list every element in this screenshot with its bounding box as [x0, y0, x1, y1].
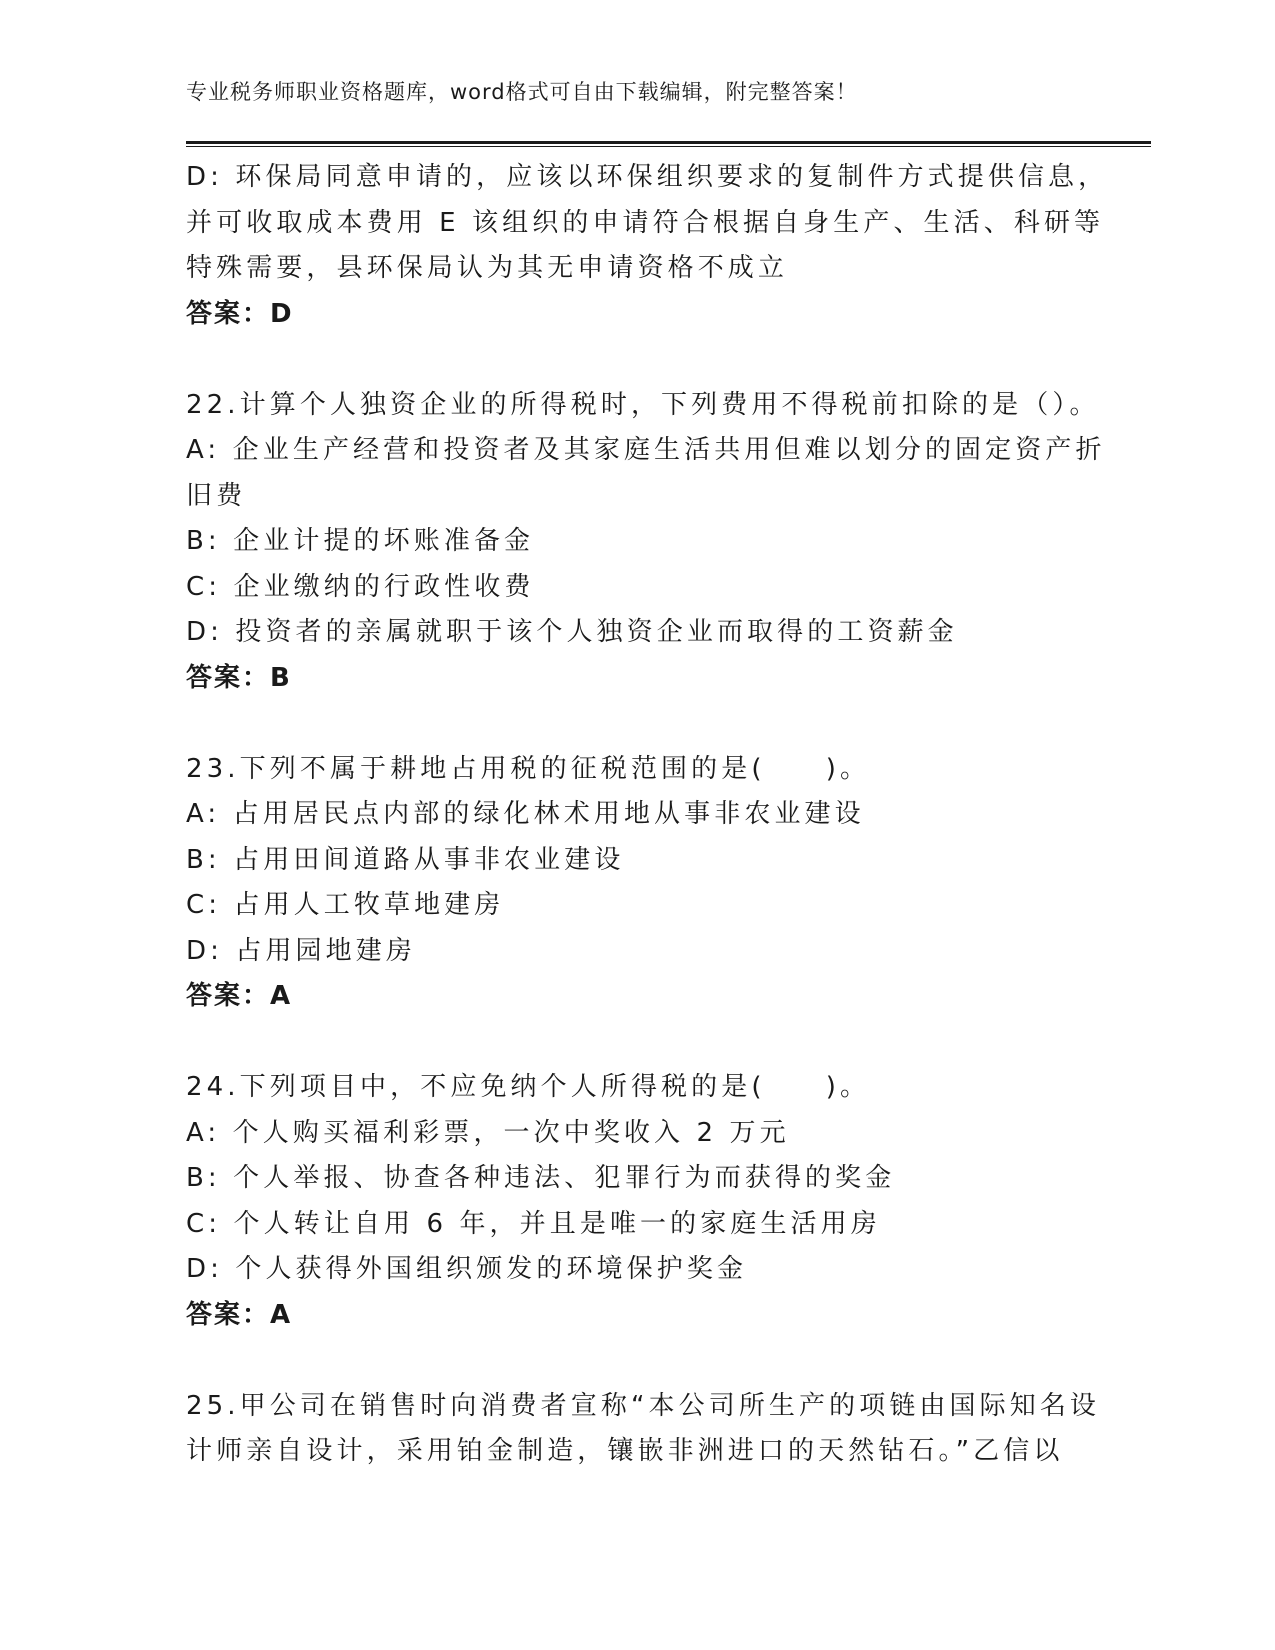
spacer [186, 1338, 1086, 1384]
question-24 [186, 1065, 1086, 1338]
option-c: C: 个人转让自用 6 年，并且是唯一的家庭生活用房 [186, 1208, 881, 1239]
option-c: C: 占用人工牧草地建房 [186, 890, 505, 920]
option-d: D: 占用园地建房 [186, 935, 416, 966]
question-stem: 23.下列不属于耕地占用税的征税范围的是( )。 [186, 753, 871, 784]
spacer [186, 1020, 1086, 1066]
question-23 [186, 747, 1086, 1020]
spacer [186, 337, 1086, 383]
question-stem: 25.甲公司在销售时向消费者宣称“本公司所生产的项链由国际知名设 [186, 1390, 1101, 1421]
option-b: B: 占用田间道路从事非农业建设 [186, 844, 625, 875]
option-b: B: 企业计提的坏账准备金 [186, 526, 535, 556]
question-22 [186, 383, 1106, 702]
answer-line: 答案：A [186, 981, 293, 1011]
question-stem: 24.下列项目中，不应免纳个人所得税的是( )。 [186, 1072, 871, 1102]
option-line: 并可收取成本费用 E 该组织的申请符合根据自身生产、生活、科研等 [186, 207, 1105, 238]
spacer [186, 701, 1086, 747]
option-a: A: 占用居民点内部的绿化林术用地从事非农业建设 [186, 799, 865, 829]
page-header: 专业税务师职业资格题库，word格式可自由下载编辑，附完整答案！ [186, 80, 858, 104]
option-a-continued: 旧费 [186, 480, 247, 511]
option-b: B: 个人举报、协查各种违法、犯罪行为而获得的奖金 [186, 1163, 896, 1193]
question-stem-continued: 计师亲自设计，采用铂金制造，镶嵌非洲进口的天然钻石。”乙信以 [186, 1436, 1064, 1466]
option-line: 特殊需要，县环保局认为其无申请资格不成立 [186, 253, 789, 283]
question-content [186, 155, 1109, 1475]
question-stem: 22.计算个人独资企业的所得税时，下列费用不得税前扣除的是（）。 [186, 389, 1100, 420]
option-d: D: 投资者的亲属就职于该个人独资企业而取得的工资薪金 [186, 617, 958, 647]
answer-line: 答案：B [186, 662, 292, 693]
question-21-tail [186, 155, 1109, 337]
option-c: C: 企业缴纳的行政性收费 [186, 571, 535, 602]
option-line: D: 环保局同意申请的，应该以环保组织要求的复制件方式提供信息， [186, 162, 1109, 192]
option-d: D: 个人获得外国组织颁发的环境保护奖金 [186, 1254, 748, 1284]
header-divider [186, 141, 1151, 147]
option-a: A: 个人购买福利彩票，一次中奖收入 2 万元 [186, 1117, 790, 1148]
answer-line: 答案：A [186, 1299, 293, 1330]
question-25 [186, 1384, 1101, 1475]
answer-line: 答案：D [186, 298, 294, 329]
option-a: A: 企业生产经营和投资者及其家庭生活共用但难以划分的固定资产折 [186, 435, 1106, 465]
